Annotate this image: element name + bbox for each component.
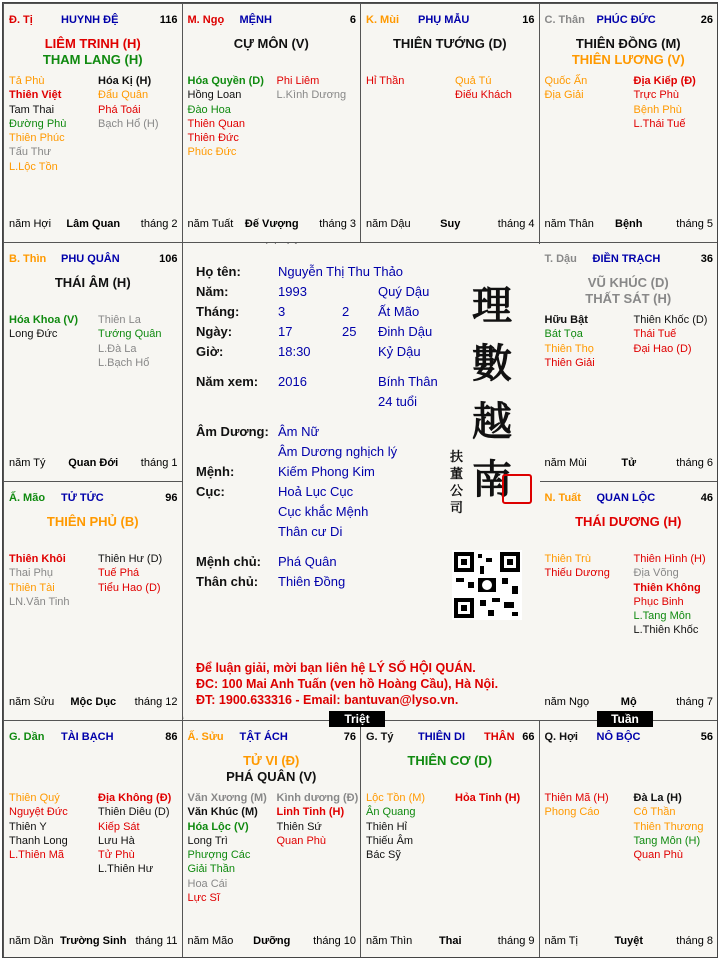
view-year-canchi: Bính Thân bbox=[378, 374, 438, 389]
minor-star: Lưu Hà bbox=[98, 834, 135, 847]
minor-star: Phong Cáo bbox=[544, 806, 600, 819]
palace-house: NÔ BỘC bbox=[596, 731, 641, 743]
palace-than[interactable] bbox=[539, 3, 719, 243]
palace-house: ĐIỀN TRẠCH bbox=[592, 253, 661, 265]
main-star: TỬ VI (Đ) bbox=[243, 753, 300, 768]
palace-number: 106 bbox=[159, 253, 178, 265]
calligraphy-char: 南 bbox=[472, 456, 512, 503]
palace-house: QUAN LỘC bbox=[596, 492, 656, 504]
minor-star: L.Thiên Mã bbox=[9, 849, 65, 862]
minor-star: L.Tang Môn bbox=[633, 610, 691, 623]
palace-position: G. Dần bbox=[9, 731, 45, 743]
palace-footer bbox=[366, 935, 535, 949]
minor-star: Kiếp Sát bbox=[98, 820, 140, 833]
palace-position: Ấ. Sửu bbox=[187, 731, 224, 743]
palace-house: PHỤ MẪU bbox=[418, 14, 470, 26]
star-column-left bbox=[9, 552, 70, 609]
info-value: Phá Quân bbox=[278, 554, 337, 569]
minor-star: Phúc Đức bbox=[187, 146, 237, 159]
star-column-left bbox=[9, 74, 66, 174]
palace-house-than: THÂN bbox=[484, 731, 515, 743]
minor-star: Phá Toái bbox=[98, 103, 141, 116]
minor-star: Văn Xương (M) bbox=[187, 792, 267, 804]
info-value: Thân cư Di bbox=[278, 524, 343, 539]
palace-house: PHU QUÂN bbox=[61, 253, 120, 265]
center-info-panel bbox=[184, 244, 540, 720]
palace-year: năm Tý bbox=[9, 457, 46, 469]
info-value-canchi: Quý Dậu bbox=[378, 284, 430, 299]
palace-number: 36 bbox=[700, 253, 713, 265]
qr-code-icon[interactable] bbox=[452, 550, 522, 620]
palace-position: C. Thân bbox=[544, 14, 585, 26]
minor-star: Linh Tinh (H) bbox=[276, 806, 345, 819]
minor-star: Long Đức bbox=[9, 328, 58, 341]
minor-star: Thiên Không bbox=[633, 581, 701, 594]
info-label: Thân chủ: bbox=[196, 574, 259, 589]
minor-star: Đường Phù bbox=[9, 117, 67, 130]
minor-star: Quan Phù bbox=[276, 834, 327, 847]
palace-footer bbox=[188, 935, 357, 949]
minor-star: Thiên Thương bbox=[633, 820, 704, 833]
palace-year: năm Thìn bbox=[366, 935, 413, 947]
minor-star: Thiên La bbox=[98, 314, 141, 326]
palace-header bbox=[9, 253, 178, 267]
minor-star: Lực Sĩ bbox=[187, 892, 220, 905]
info-label: Âm Dương: bbox=[196, 424, 269, 439]
info-label: Họ tên: bbox=[196, 264, 241, 279]
minor-star: Hỉ Thần bbox=[366, 75, 405, 87]
palace-thin[interactable] bbox=[3, 242, 183, 482]
star-column-left bbox=[366, 791, 425, 862]
main-star: THIÊN PHỦ (B) bbox=[46, 514, 139, 529]
tuan-tag: Tuần bbox=[597, 711, 653, 727]
minor-star: L.Bạch Hổ bbox=[98, 356, 150, 369]
palace-house: PHÚC ĐỨC bbox=[596, 14, 656, 26]
palace-number: 96 bbox=[165, 492, 178, 504]
palace-house: THIÊN DI bbox=[418, 731, 466, 743]
triet-tag: Triệt bbox=[329, 711, 385, 727]
palace-header bbox=[545, 253, 714, 267]
minor-star: L.Lộc Tồn bbox=[9, 160, 58, 173]
palace-year: năm Sửu bbox=[9, 696, 55, 708]
minor-star: Thiên Đức bbox=[187, 132, 239, 145]
palace-stage: Lâm Quan bbox=[66, 218, 121, 230]
main-star: THIÊN LƯƠNG (V) bbox=[571, 52, 685, 67]
minor-star: L.Thái Tuế bbox=[633, 117, 686, 130]
info-label: Mệnh chủ: bbox=[196, 554, 261, 569]
star-column-left bbox=[188, 74, 264, 160]
star-column-right bbox=[455, 791, 520, 805]
minor-star: Thiên Hình (H) bbox=[633, 553, 706, 565]
star-column-right bbox=[634, 313, 708, 356]
palace-footer bbox=[366, 218, 535, 232]
minor-star: Thiên Quan bbox=[187, 117, 245, 130]
minor-star: Thiếu Âm bbox=[366, 834, 414, 847]
palace-stage: Quan Đới bbox=[68, 457, 119, 469]
minor-star: Bác Sỹ bbox=[366, 849, 401, 862]
star-column-left bbox=[545, 313, 595, 370]
palace-tuat[interactable] bbox=[539, 481, 719, 721]
minor-star: Quốc Ấn bbox=[544, 75, 588, 87]
minor-star: Thiên Việt bbox=[9, 89, 62, 102]
minor-star: Cô Thần bbox=[633, 806, 676, 819]
palace-footer bbox=[545, 218, 714, 232]
minor-star: Văn Khúc (M) bbox=[187, 806, 258, 819]
info-value-canchi: Đinh Dậu bbox=[378, 324, 433, 339]
palace-stage: Mộ bbox=[620, 696, 637, 708]
palace-position: T. Dậu bbox=[544, 253, 577, 265]
palace-suu[interactable] bbox=[182, 720, 362, 958]
palace-stage: Đế Vượng bbox=[244, 218, 299, 230]
minor-star: Phục Binh bbox=[633, 595, 684, 608]
palace-position: B. Thìn bbox=[9, 253, 47, 265]
palace-number: 86 bbox=[165, 731, 178, 743]
palace-ty[interactable] bbox=[360, 720, 540, 958]
minor-star: Tử Phù bbox=[98, 849, 135, 862]
palace-footer bbox=[545, 935, 714, 949]
minor-star: Thái Tuế bbox=[633, 328, 677, 341]
minor-star: Long Trì bbox=[187, 834, 228, 847]
star-column-right bbox=[277, 74, 347, 103]
main-star: CỰ MÔN (V) bbox=[233, 36, 309, 51]
main-star: THÁI DƯƠNG (H) bbox=[575, 514, 682, 529]
palace-stage: Thai bbox=[438, 935, 462, 947]
palace-stage: Bệnh bbox=[615, 218, 643, 230]
minor-star: Bạch Hổ (H) bbox=[98, 117, 159, 130]
palace-month: tháng 11 bbox=[135, 935, 178, 947]
minor-star: Hóa Quyền (D) bbox=[187, 75, 264, 87]
minor-star: Hóa Lộc (V) bbox=[187, 820, 249, 833]
main-star: PHÁ QUÂN (V) bbox=[226, 769, 317, 784]
minor-star: Hóa Kị (H) bbox=[98, 75, 152, 87]
minor-star: Thiếu Dương bbox=[544, 567, 610, 580]
palace-house: HUYNH ĐỆ bbox=[61, 14, 119, 26]
palace-stage: Suy bbox=[440, 218, 461, 230]
palace-month: tháng 7 bbox=[676, 696, 713, 708]
palace-stage: Tử bbox=[621, 457, 637, 469]
palace-house: MỆNH bbox=[239, 14, 272, 26]
palace-footer bbox=[545, 457, 714, 471]
palace-dau[interactable] bbox=[539, 242, 719, 482]
minor-star: Thiên Khốc (D) bbox=[633, 314, 708, 326]
star-column-right bbox=[98, 313, 162, 370]
star-column-left bbox=[188, 791, 267, 905]
main-star: THIÊN CƠ (D) bbox=[407, 753, 493, 768]
main-star: THẤT SÁT (H) bbox=[585, 291, 672, 306]
palace-footer bbox=[545, 696, 714, 710]
minor-star: Lộc Tồn (M) bbox=[366, 792, 426, 804]
info-value: Thiên Đồng bbox=[278, 574, 346, 589]
palace-number: 6 bbox=[349, 14, 356, 26]
palace-footer bbox=[188, 218, 357, 232]
star-column-right bbox=[98, 552, 162, 595]
view-year: 2016 bbox=[278, 374, 307, 389]
star-column-right bbox=[634, 791, 704, 862]
palace-month: tháng 5 bbox=[676, 218, 713, 230]
palace-footer bbox=[9, 696, 178, 710]
minor-star: L.Đà La bbox=[98, 342, 137, 355]
palace-month: tháng 10 bbox=[313, 935, 356, 947]
info-value-lunar: 25 bbox=[342, 324, 357, 339]
info-label: Cục: bbox=[196, 484, 225, 499]
palace-year: năm Hợi bbox=[9, 218, 52, 230]
palace-mui[interactable] bbox=[360, 3, 540, 243]
palace-year: năm Tị bbox=[544, 935, 578, 947]
palace-month: tháng 9 bbox=[497, 935, 535, 947]
palace-number: 56 bbox=[700, 731, 713, 743]
minor-star: Thiên Giải bbox=[544, 356, 595, 369]
minor-star: Hóa Khoa (V) bbox=[9, 314, 79, 326]
minor-star: Hoa Cái bbox=[187, 877, 228, 890]
minor-star: Tam Thai bbox=[9, 103, 55, 116]
info-label: Giờ: bbox=[196, 344, 224, 359]
star-column-left bbox=[545, 74, 588, 103]
horoscope-board bbox=[2, 2, 718, 958]
palace-header bbox=[545, 731, 714, 745]
palace-stage: Trường Sinh bbox=[59, 935, 127, 947]
palace-year: năm Dậu bbox=[366, 218, 411, 230]
star-column-right bbox=[634, 74, 696, 131]
minor-star: L.Thiên Hư bbox=[98, 863, 154, 876]
star-column-left bbox=[545, 791, 609, 820]
calligraphy-char: 理 bbox=[472, 282, 512, 329]
info-label: Tháng: bbox=[196, 304, 240, 319]
minor-star: Địa Võng bbox=[633, 567, 679, 580]
palace-number: 16 bbox=[522, 14, 535, 26]
info-label: Mệnh: bbox=[196, 464, 235, 479]
palace-year: năm Mão bbox=[187, 935, 234, 947]
minor-star: Ân Quang bbox=[366, 806, 416, 819]
palace-hoi[interactable] bbox=[539, 720, 719, 958]
minor-star: Tang Môn (H) bbox=[633, 834, 701, 847]
palace-number: 76 bbox=[343, 731, 356, 743]
minor-star: Điếu Khách bbox=[455, 89, 512, 102]
minor-star: Địa Kiếp (Đ) bbox=[633, 75, 696, 87]
palace-stage: Tuyệt bbox=[614, 935, 644, 947]
palace-position: Ấ. Mão bbox=[9, 492, 46, 504]
palace-year: năm Dần bbox=[9, 935, 54, 947]
minor-star: Đẩu Quân bbox=[98, 89, 149, 102]
palace-year: năm Mùi bbox=[544, 457, 587, 469]
minor-star: Hồng Loan bbox=[187, 89, 242, 102]
info-label: Năm: bbox=[196, 284, 229, 299]
minor-star: Quan Phù bbox=[633, 849, 684, 862]
star-column-left bbox=[545, 552, 610, 581]
info-value: 17 bbox=[278, 324, 293, 339]
palace-house: TÀI BẠCH bbox=[61, 731, 114, 743]
info-value: Âm Nữ bbox=[278, 424, 320, 439]
info-value: Kiếm Phong Kim bbox=[278, 464, 375, 479]
minor-star: Thiên Phúc bbox=[9, 132, 65, 145]
star-column-right bbox=[98, 791, 171, 877]
minor-star: Thiên Thọ bbox=[544, 342, 594, 355]
main-star: THIÊN ĐỒNG (M) bbox=[575, 36, 681, 51]
star-column-left bbox=[366, 74, 404, 88]
info-value: Nguyễn Thị Thu Thảo bbox=[278, 264, 404, 279]
minor-star: Thiên Khôi bbox=[9, 553, 66, 565]
palace-header bbox=[545, 14, 714, 28]
palace-number: 116 bbox=[159, 14, 178, 26]
minor-star: Thiên Mã (H) bbox=[544, 792, 609, 804]
minor-star: Tấu Thư bbox=[9, 146, 52, 159]
palace-year: năm Tuất bbox=[187, 218, 234, 230]
palace-ti[interactable] bbox=[3, 3, 183, 243]
star-column-right bbox=[455, 74, 512, 103]
info-value-canchi: Kỷ Dậu bbox=[378, 344, 421, 359]
palace-position: N. Tuất bbox=[544, 492, 581, 504]
palace-house: TỬ TỨC bbox=[61, 492, 104, 504]
minor-star: L.Thiên Khốc bbox=[633, 624, 699, 637]
palace-position: Q. Hợi bbox=[544, 731, 578, 743]
view-year-label: Năm xem: bbox=[196, 374, 259, 389]
palace-header bbox=[366, 731, 535, 745]
contact-line-3: ĐT: 1900.633316 - Email: bantuvan@lyso.vn. bbox=[196, 693, 459, 707]
info-value-canchi: Ất Mão bbox=[378, 304, 420, 319]
info-value: Âm Dương nghịch lý bbox=[278, 444, 398, 459]
minor-star: Đào Hoa bbox=[187, 103, 231, 116]
minor-star: Thai Phụ bbox=[9, 567, 54, 580]
palace-month: tháng 8 bbox=[676, 935, 713, 947]
minor-star: Tướng Quân bbox=[98, 328, 162, 341]
calligraphy-char: 數 bbox=[472, 340, 512, 387]
calligraphy-char: 越 bbox=[472, 398, 512, 445]
star-column-right bbox=[277, 791, 359, 848]
palace-month: tháng 12 bbox=[134, 696, 178, 708]
palace-month: tháng 3 bbox=[319, 218, 356, 230]
palace-dan[interactable] bbox=[3, 720, 183, 958]
star-column-right bbox=[634, 552, 706, 638]
minor-star: Giải Thần bbox=[187, 863, 235, 876]
palace-year: năm Thân bbox=[544, 218, 594, 230]
palace-header bbox=[188, 14, 357, 28]
minor-star: L.Kình Dương bbox=[276, 89, 347, 102]
palace-header bbox=[9, 492, 178, 506]
info-value: 3 bbox=[278, 304, 286, 319]
minor-star: Hỏa Tinh (H) bbox=[455, 792, 521, 804]
contact-line-2: ĐC: 100 Mai Anh Tuấn (ven hồ Hoàng Cầu), Hà Nội. bbox=[196, 677, 499, 691]
age: 24 tuổi bbox=[378, 394, 418, 409]
palace-header bbox=[9, 731, 178, 745]
palace-stage: Dưỡng bbox=[253, 935, 291, 947]
minor-star: Đà La (H) bbox=[633, 792, 682, 804]
main-star: THÁI ÂM (H) bbox=[54, 275, 131, 290]
palace-header bbox=[545, 492, 714, 506]
palace-number: 46 bbox=[700, 492, 713, 504]
main-star: THAM LANG (H) bbox=[42, 52, 143, 67]
palace-stage: Mộc Dục bbox=[70, 696, 117, 708]
minor-star: Thiên Hư (D) bbox=[98, 553, 163, 565]
minor-star: Thiên Sứ bbox=[276, 820, 322, 833]
minor-star: Thiên Hỉ bbox=[366, 820, 407, 833]
palace-position: Đ. Tị bbox=[9, 14, 33, 26]
contact-line-1: Để luận giải, mời bạn liên hệ LÝ SỐ HỘI QUÁN. bbox=[196, 661, 476, 675]
palace-footer bbox=[9, 218, 178, 232]
palace-position: G. Tý bbox=[366, 731, 394, 743]
minor-star: Thanh Long bbox=[9, 834, 68, 847]
minor-star: Trực Phù bbox=[633, 89, 679, 102]
minor-star: Thiên Tài bbox=[9, 581, 55, 594]
minor-star: Đại Hao (D) bbox=[633, 342, 692, 355]
palace-number: 26 bbox=[700, 14, 713, 26]
palace-month: tháng 4 bbox=[497, 218, 535, 230]
minor-star: Thiên Y bbox=[9, 820, 47, 833]
main-star: THIÊN TƯỚNG (D) bbox=[392, 36, 507, 51]
minor-star: Thiên Diêu (D) bbox=[98, 806, 170, 819]
palace-house: TẬT ÁCH bbox=[239, 731, 288, 743]
minor-star: Địa Giải bbox=[544, 89, 584, 102]
palace-position: M. Ngọ bbox=[187, 14, 225, 26]
minor-star: Thiên Quý bbox=[9, 792, 60, 804]
palace-month: tháng 1 bbox=[140, 457, 178, 469]
info-value: Hoả Lục Cục bbox=[278, 484, 354, 499]
minor-star: Phi Liêm bbox=[276, 75, 320, 87]
palace-footer bbox=[9, 457, 178, 471]
minor-star: Bệnh Phù bbox=[633, 103, 682, 116]
palace-ngo[interactable] bbox=[182, 3, 362, 243]
palace-mao[interactable] bbox=[3, 481, 183, 721]
minor-star: Bát Tọa bbox=[544, 328, 583, 341]
red-seal bbox=[502, 474, 532, 504]
palace-number: 66 bbox=[522, 731, 535, 743]
palace-year: năm Ngọ bbox=[544, 696, 590, 708]
minor-star: Quả Tú bbox=[455, 75, 492, 87]
info-label: Ngày: bbox=[196, 324, 233, 339]
minor-star: Tuế Phá bbox=[98, 567, 140, 580]
info-value: 1993 bbox=[278, 284, 307, 299]
minor-star: Kình dương (Đ) bbox=[276, 792, 359, 804]
info-value-lunar: 2 bbox=[342, 304, 350, 319]
minor-star: LN.Văn Tinh bbox=[9, 595, 70, 608]
palace-footer bbox=[9, 935, 178, 949]
minor-star: Địa Không (Đ) bbox=[98, 792, 172, 804]
main-star: LIÊM TRINH (H) bbox=[44, 36, 141, 51]
star-column-left bbox=[9, 313, 78, 342]
minor-star: Nguyệt Đức bbox=[9, 806, 68, 819]
info-value: 18:30 bbox=[278, 344, 311, 359]
minor-star: Thiên Trù bbox=[544, 553, 591, 565]
info-value: Cục khắc Mệnh bbox=[278, 504, 369, 519]
palace-header bbox=[188, 731, 357, 745]
palace-month: tháng 6 bbox=[676, 457, 713, 469]
main-star: VŨ KHÚC (D) bbox=[587, 275, 669, 290]
palace-position: K. Mùi bbox=[366, 14, 399, 26]
minor-star: Phượng Các bbox=[187, 849, 251, 862]
minor-star: Hữu Bật bbox=[544, 314, 588, 326]
star-column-left bbox=[9, 791, 68, 862]
minor-star: Tả Phù bbox=[9, 75, 45, 87]
palace-month: tháng 2 bbox=[140, 218, 178, 230]
palace-header bbox=[366, 14, 535, 28]
palace-header bbox=[9, 14, 178, 28]
small-calligraphy: 扶 董 公 司 bbox=[450, 450, 464, 516]
star-column-right bbox=[98, 74, 159, 131]
minor-star: Tiểu Hao (D) bbox=[98, 581, 161, 594]
